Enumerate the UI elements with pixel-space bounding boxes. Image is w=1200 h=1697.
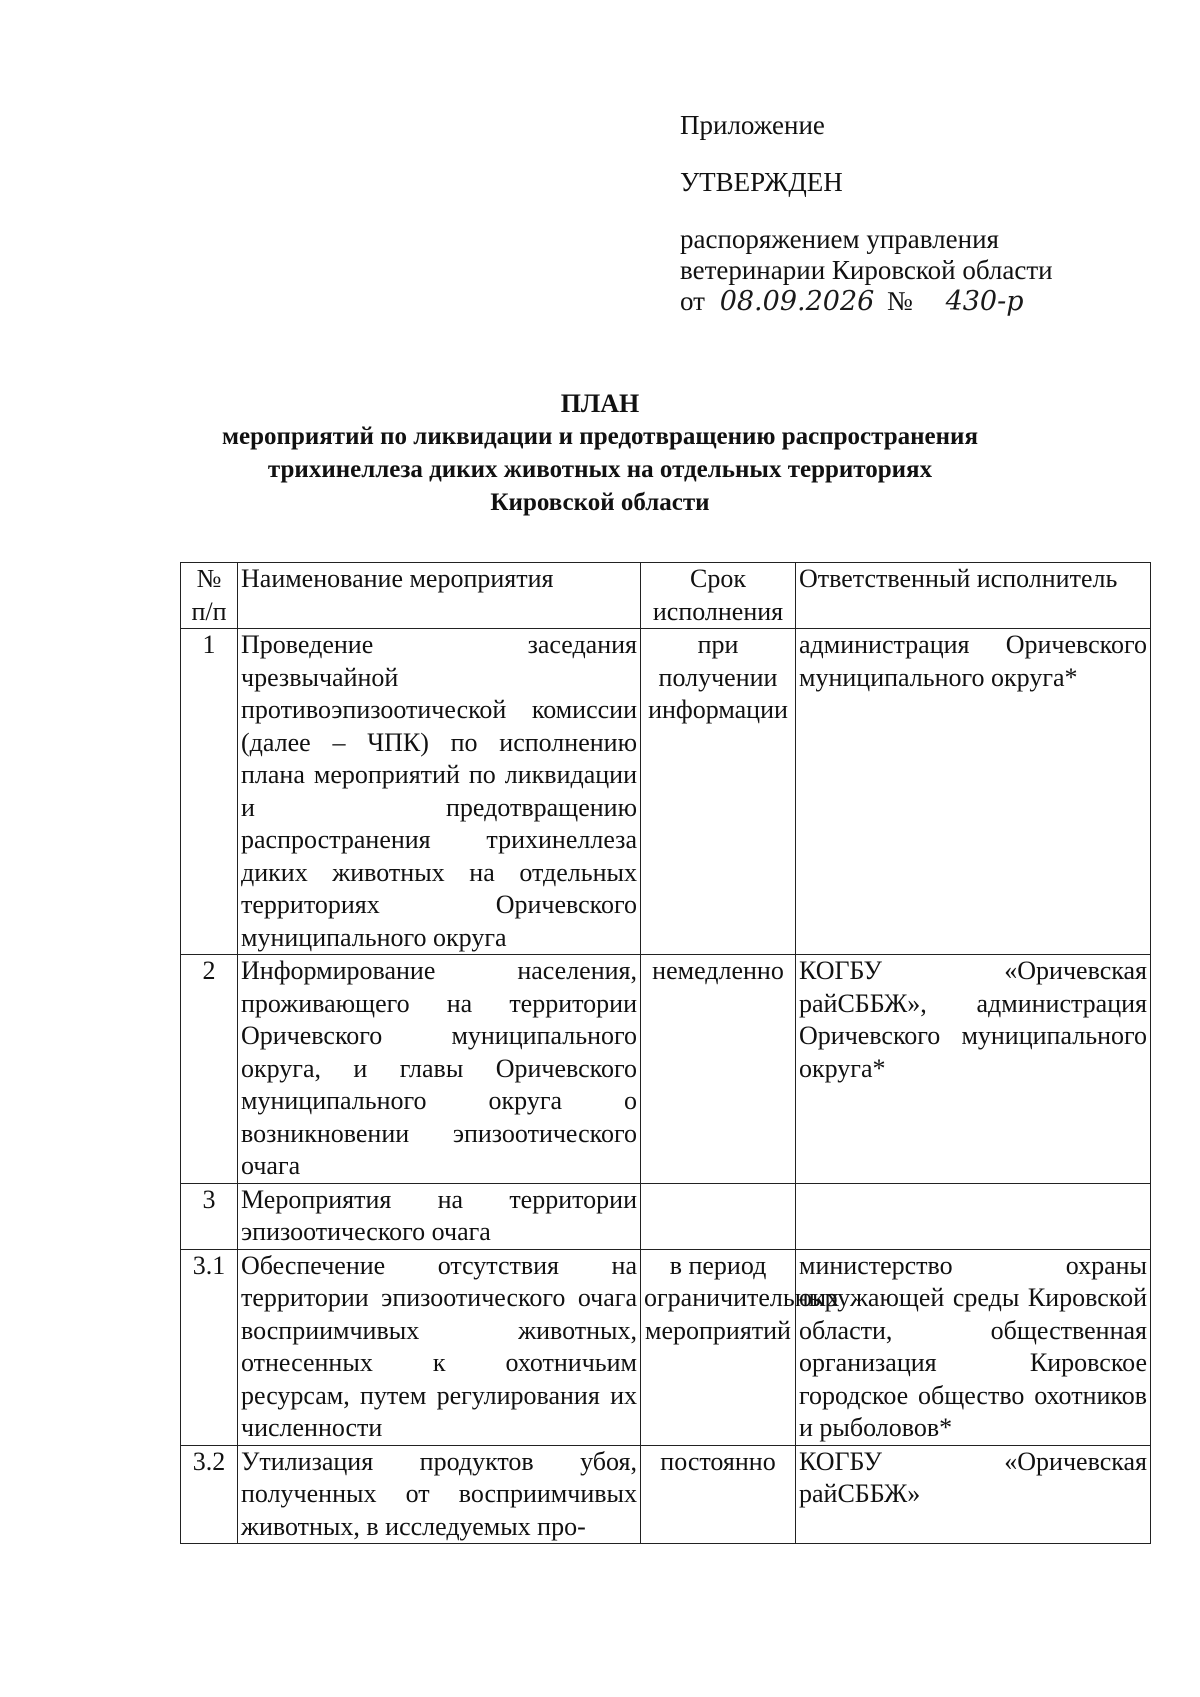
row-name: Обеспечение отсутствия на территории эпизоотического очага восприимчивых животных, отнесенных к охотничьим ресурсам, путем регулирования их численности <box>238 1249 641 1445</box>
row-term: постоянно <box>641 1445 796 1544</box>
row-responsible: администрация Оричевского муниципального округа* <box>796 629 1151 955</box>
header-num: № п/п <box>181 563 238 629</box>
row-term: немедленно <box>641 955 796 1184</box>
row-responsible <box>796 1183 1151 1249</box>
approved-by-line1: распоряжением управления <box>680 224 999 254</box>
row-term: при получении информации <box>641 629 796 955</box>
approved-by-line2: ветеринарии Кировской области <box>680 255 1053 285</box>
header-name: Наименование мероприятия <box>238 563 641 629</box>
order-date-number-line <box>680 286 1160 317</box>
row-term: в период ограничительных мероприятий <box>641 1249 796 1445</box>
row-num: 3.1 <box>181 1249 238 1445</box>
title-line-3: Кировской области <box>490 489 710 516</box>
plan-table <box>180 562 1151 1544</box>
approval-block <box>680 110 1160 317</box>
row-name: Утилизация продуктов убоя, полученных от восприимчивых животных, в исследуемых про- <box>238 1445 641 1544</box>
header-responsible: Ответственный исполнитель <box>796 563 1151 629</box>
from-label: от <box>680 286 705 316</box>
row-num: 1 <box>181 629 238 955</box>
table-row <box>181 1249 1151 1445</box>
table-row <box>181 629 1151 955</box>
table-row <box>181 1445 1151 1544</box>
handwritten-date: 08.09.2026 <box>719 286 875 317</box>
document-title <box>150 387 1050 519</box>
row-responsible: КОГБУ «Оричевская райСББЖ» <box>796 1445 1151 1544</box>
title-line-2: трихинеллеза диких животных на отдельных территориях <box>267 456 933 483</box>
row-term <box>641 1183 796 1249</box>
row-name: Информирование населения, проживающего на территории Оричевского муниципального округа, и главы Оричевского муниципального округа о возникновении эпизоотического очага <box>238 955 641 1184</box>
row-name: Мероприятия на территории эпизоотического очага <box>238 1183 641 1249</box>
number-label: № <box>887 286 913 316</box>
row-name: Проведение заседания чрезвычайной противоэпизоотической комиссии (далее – ЧПК) по исполнению плана мероприятий по ликвидации и предотвращению распространения трихинеллеза диких животных на отдельных территориях Оричевского муниципального округа <box>238 629 641 955</box>
approved-label: УТВЕРЖДЕН <box>680 167 843 197</box>
table-header-row <box>181 563 1151 629</box>
handwritten-number: 430-р <box>945 286 1024 317</box>
title-line-1: мероприятий по ликвидации и предотвращению распространения <box>222 423 978 450</box>
header-term: Срок исполнения <box>641 563 796 629</box>
row-num: 3 <box>181 1183 238 1249</box>
row-responsible: министерство охраны окружающей среды Кировской области, общественная организация Кировское городское общество охотников и рыболовов* <box>796 1249 1151 1445</box>
table-row <box>181 955 1151 1184</box>
row-num: 3.2 <box>181 1445 238 1544</box>
title-heading: ПЛАН <box>560 389 640 418</box>
row-num: 2 <box>181 955 238 1184</box>
table-row <box>181 1183 1151 1249</box>
row-responsible: КОГБУ «Оричевская райСББЖ», администрация Оричевского муниципального округа* <box>796 955 1151 1184</box>
appendix-label: Приложение <box>680 110 825 140</box>
